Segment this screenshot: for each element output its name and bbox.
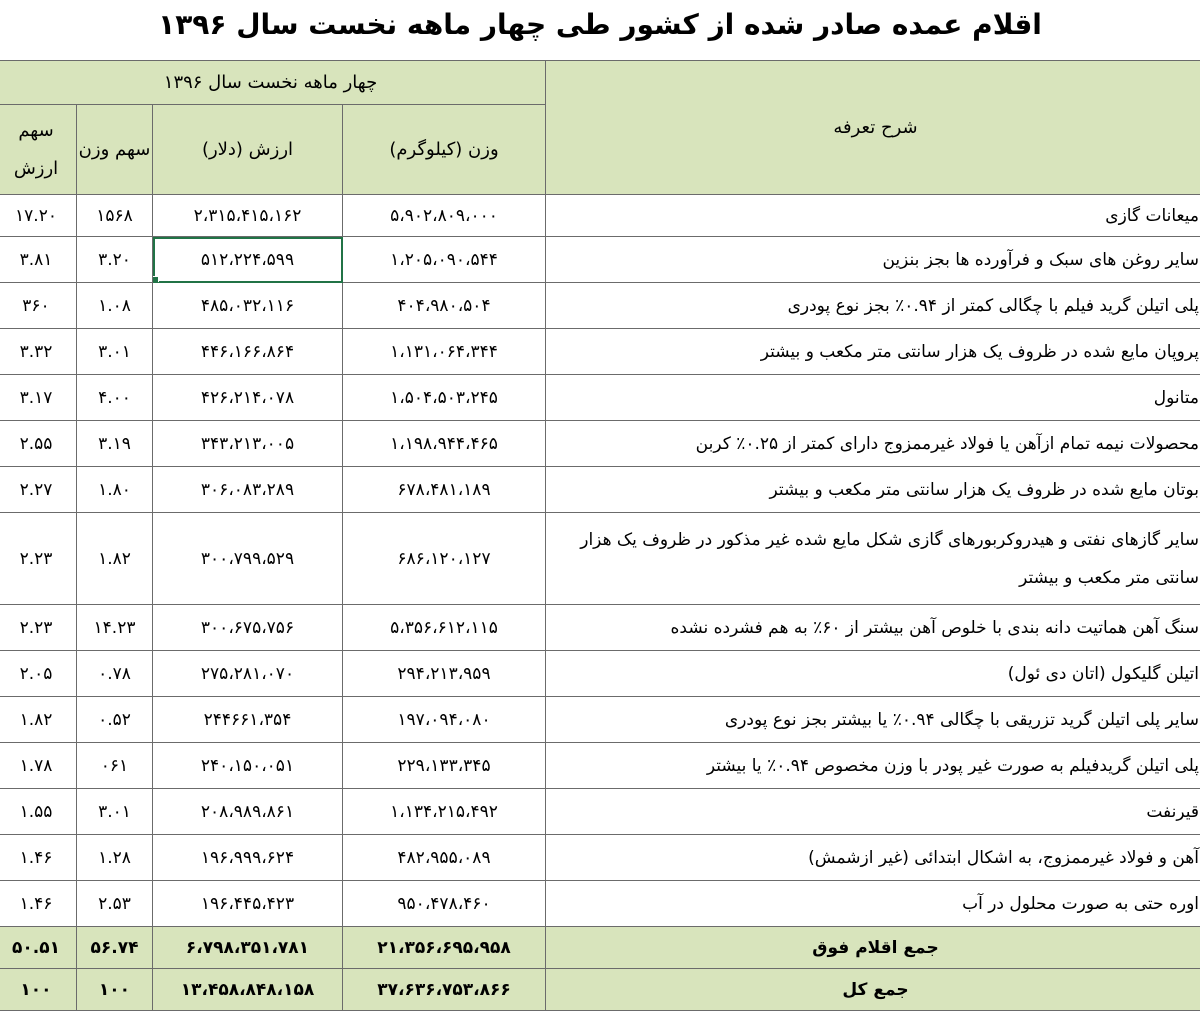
weight-header: وزن (کیلوگرم) <box>343 105 546 195</box>
description-cell[interactable]: بوتان مایع شده در ظروف یک هزار سانتی متر مکعب و بیشتر <box>546 467 1200 513</box>
weight-cell[interactable]: ۶۸۶،۱۲۰،۱۲۷ <box>343 513 546 605</box>
value-cell[interactable]: ۴۲۶،۲۱۴،۰۷۸ <box>153 375 343 421</box>
table-row <box>0 651 1200 697</box>
weight-share-cell[interactable]: ۵۶.۷۴ <box>77 927 153 969</box>
description-cell[interactable]: پلی اتیلن گریدفیلم به صورت غیر پودر با وزن مخصوص ۰.۹۴٪ یا بیشتر <box>546 743 1200 789</box>
value-share-cell[interactable]: ۱.۵۵ <box>0 789 77 835</box>
table-row <box>0 195 1200 237</box>
value-cell[interactable]: ۲،۳۱۵،۴۱۵،۱۶۲ <box>153 195 343 237</box>
description-cell[interactable]: جمع اقلام فوق <box>546 927 1200 969</box>
description-cell[interactable]: پلی اتیلن گرید فیلم با چگالی کمتر از ۰.۹۴٪ بجز نوع پودری <box>546 283 1200 329</box>
description-cell[interactable]: متانول <box>546 375 1200 421</box>
fill-handle[interactable] <box>153 276 160 283</box>
selected-value-cell[interactable] <box>153 237 343 283</box>
weight-share-cell[interactable]: ۱۵۶۸ <box>77 195 153 237</box>
table-row <box>0 789 1200 835</box>
description-cell[interactable]: جمع کل <box>546 969 1200 1011</box>
table-row <box>0 697 1200 743</box>
table-row <box>0 881 1200 927</box>
weight-share-cell[interactable]: ۱.۲۸ <box>77 835 153 881</box>
value-cell[interactable]: ۱۳،۴۵۸،۸۴۸،۱۵۸ <box>153 969 343 1011</box>
description-cell[interactable]: سنگ آهن هماتیت دانه بندی با خلوص آهن بیشتر از ۶۰٪ به هم فشرده نشده <box>546 605 1200 651</box>
table-row <box>0 835 1200 881</box>
value-cell[interactable]: ۱۹۶،۹۹۹،۶۲۴ <box>153 835 343 881</box>
table-row <box>0 329 1200 375</box>
weight-cell[interactable]: ۲۲۹،۱۳۳،۳۴۵ <box>343 743 546 789</box>
weight-cell[interactable]: ۱،۱۹۸،۹۴۴،۴۶۵ <box>343 421 546 467</box>
value-cell[interactable]: ۲۴۰،۱۵۰،۰۵۱ <box>153 743 343 789</box>
value-share-header: سهم ارزش <box>0 105 77 195</box>
table-row <box>0 421 1200 467</box>
value-cell[interactable]: ۲۰۸،۹۸۹،۸۶۱ <box>153 789 343 835</box>
table-row <box>0 743 1200 789</box>
weight-share-cell[interactable]: ۴.۰۰ <box>77 375 153 421</box>
value-share-cell[interactable]: ۱.۴۶ <box>0 881 77 927</box>
value-cell[interactable]: ۲۴۴۶۶۱،۳۵۴ <box>153 697 343 743</box>
description-cell[interactable]: میعانات گازی <box>546 195 1200 237</box>
value-share-cell[interactable]: ۳۶۰ <box>0 283 77 329</box>
description-cell[interactable]: محصولات نیمه تمام ازآهن یا فولاد غیرممزوج دارای کمتر از ۰.۲۵٪ کربن <box>546 421 1200 467</box>
value-cell[interactable]: ۶،۷۹۸،۳۵۱،۷۸۱ <box>153 927 343 969</box>
description-cell[interactable]: اوره حتی به صورت محلول در آب <box>546 881 1200 927</box>
subtotal-row <box>0 927 1200 969</box>
value-cell[interactable]: ۳۴۳،۲۱۳،۰۰۵ <box>153 421 343 467</box>
description-cell[interactable]: پروپان مایع شده در ظروف یک هزار سانتی متر مکعب و بیشتر <box>546 329 1200 375</box>
description-cell[interactable]: قیرنفت <box>546 789 1200 835</box>
table-row <box>0 375 1200 421</box>
value-share-cell[interactable]: ۲.۲۷ <box>0 467 77 513</box>
value-share-cell[interactable]: ۲.۲۳ <box>0 513 77 605</box>
weight-cell[interactable]: ۳۷،۶۳۶،۷۵۳،۸۶۶ <box>343 969 546 1011</box>
weight-share-cell[interactable]: ۱.۸۰ <box>77 467 153 513</box>
weight-share-header: سهم وزن <box>77 105 153 195</box>
value-cell[interactable]: ۳۰۰،۶۷۵،۷۵۶ <box>153 605 343 651</box>
weight-share-cell[interactable]: ۳.۰۱ <box>77 789 153 835</box>
weight-share-cell[interactable]: ۰۶۱ <box>77 743 153 789</box>
value-share-cell[interactable]: ۱۰۰ <box>0 969 77 1011</box>
value-cell[interactable]: ۳۰۰،۷۹۹،۵۲۹ <box>153 513 343 605</box>
value-share-cell[interactable]: ۱۷.۲۰ <box>0 195 77 237</box>
value-cell[interactable]: ۱۹۶،۴۴۵،۴۲۳ <box>153 881 343 927</box>
value-share-cell[interactable]: ۳.۱۷ <box>0 375 77 421</box>
value-share-cell[interactable]: ۱.۸۲ <box>0 697 77 743</box>
weight-cell[interactable]: ۴۸۲،۹۵۵،۰۸۹ <box>343 835 546 881</box>
value-share-cell[interactable]: ۲.۰۵ <box>0 651 77 697</box>
weight-cell[interactable]: ۱۹۷،۰۹۴،۰۸۰ <box>343 697 546 743</box>
value-cell[interactable]: ۴۴۶،۱۶۶،۸۶۴ <box>153 329 343 375</box>
value-header: ارزش (دلار) <box>153 105 343 195</box>
weight-share-cell[interactable]: ۳.۲۰ <box>77 237 153 283</box>
exports-table <box>0 60 1200 1011</box>
value-share-cell[interactable]: ۱.۴۶ <box>0 835 77 881</box>
weight-share-cell[interactable]: ۰.۵۲ <box>77 697 153 743</box>
page-title: اقلام عمده صادر شده از کشور طی چهار ماهه نخست سال ۱۳۹۶ <box>0 0 1200 58</box>
table-row <box>0 513 1200 605</box>
value-share-cell[interactable]: ۳.۸۱ <box>0 237 77 283</box>
weight-cell[interactable]: ۲۱،۳۵۶،۶۹۵،۹۵۸ <box>343 927 546 969</box>
weight-cell[interactable]: ۵،۹۰۲،۸۰۹،۰۰۰ <box>343 195 546 237</box>
table-row <box>0 237 1200 283</box>
description-header: شرح تعرفه <box>546 61 1200 195</box>
table-row <box>0 605 1200 651</box>
value-cell[interactable]: ۴۸۵،۰۳۲،۱۱۶ <box>153 283 343 329</box>
weight-cell[interactable]: ۱،۵۰۴،۵۰۳،۲۴۵ <box>343 375 546 421</box>
weight-share-cell[interactable]: ۱.۸۲ <box>77 513 153 605</box>
weight-cell[interactable]: ۶۷۸،۴۸۱،۱۸۹ <box>343 467 546 513</box>
weight-share-cell[interactable]: ۱.۰۸ <box>77 283 153 329</box>
weight-cell[interactable]: ۱،۱۳۱،۰۶۴،۳۴۴ <box>343 329 546 375</box>
weight-cell[interactable]: ۱،۱۳۴،۲۱۵،۴۹۲ <box>343 789 546 835</box>
weight-cell[interactable]: ۵،۳۵۶،۶۱۲،۱۱۵ <box>343 605 546 651</box>
description-cell[interactable]: اتیلن گلیکول (اتان دی ئول) <box>546 651 1200 697</box>
weight-share-cell[interactable]: ۰.۷۸ <box>77 651 153 697</box>
weight-share-cell[interactable]: ۲.۵۳ <box>77 881 153 927</box>
period-header: چهار ماهه نخست سال ۱۳۹۶ <box>0 61 546 105</box>
value-share-cell[interactable]: ۲.۵۵ <box>0 421 77 467</box>
weight-cell[interactable]: ۱،۲۰۵،۰۹۰،۵۴۴ <box>343 237 546 283</box>
value-share-cell[interactable]: ۵۰.۵۱ <box>0 927 77 969</box>
weight-share-cell[interactable]: ۱۴.۲۳ <box>77 605 153 651</box>
weight-share-cell[interactable]: ۳.۱۹ <box>77 421 153 467</box>
value-cell[interactable]: ۳۰۶،۰۸۳،۲۸۹ <box>153 467 343 513</box>
table-row <box>0 467 1200 513</box>
weight-cell[interactable]: ۲۹۴،۲۱۳،۹۵۹ <box>343 651 546 697</box>
table-row <box>0 283 1200 329</box>
description-cell[interactable]: سایر گازهای نفتی و هیدروکربورهای گازی شکل مایع شده غیر مذکور در ظروف یک هزار سانتی متر مکعب و بیشتر <box>546 513 1200 605</box>
description-cell[interactable]: آهن و فولاد غیرممزوج، به اشکال ابتدائی (غیر ازشمش) <box>546 835 1200 881</box>
weight-share-cell[interactable]: ۱۰۰ <box>77 969 153 1011</box>
weight-cell[interactable]: ۴۰۴،۹۸۰،۵۰۴ <box>343 283 546 329</box>
value-cell-text: ۵۱۲،۲۲۴،۵۹۹ <box>201 250 294 270</box>
grand-total-row <box>0 969 1200 1011</box>
weight-cell[interactable]: ۹۵۰،۴۷۸،۴۶۰ <box>343 881 546 927</box>
description-cell[interactable]: سایر پلی اتیلن گرید تزریقی با چگالی ۰.۹۴٪ یا بیشتر بجز نوع پودری <box>546 697 1200 743</box>
description-cell[interactable]: سایر روغن های سبک و فرآورده ها بجز بنزین <box>546 237 1200 283</box>
value-share-cell[interactable]: ۲.۲۳ <box>0 605 77 651</box>
value-share-cell[interactable]: ۱.۷۸ <box>0 743 77 789</box>
value-share-cell[interactable]: ۳.۳۲ <box>0 329 77 375</box>
value-cell[interactable]: ۲۷۵،۲۸۱،۰۷۰ <box>153 651 343 697</box>
weight-share-cell[interactable]: ۳.۰۱ <box>77 329 153 375</box>
